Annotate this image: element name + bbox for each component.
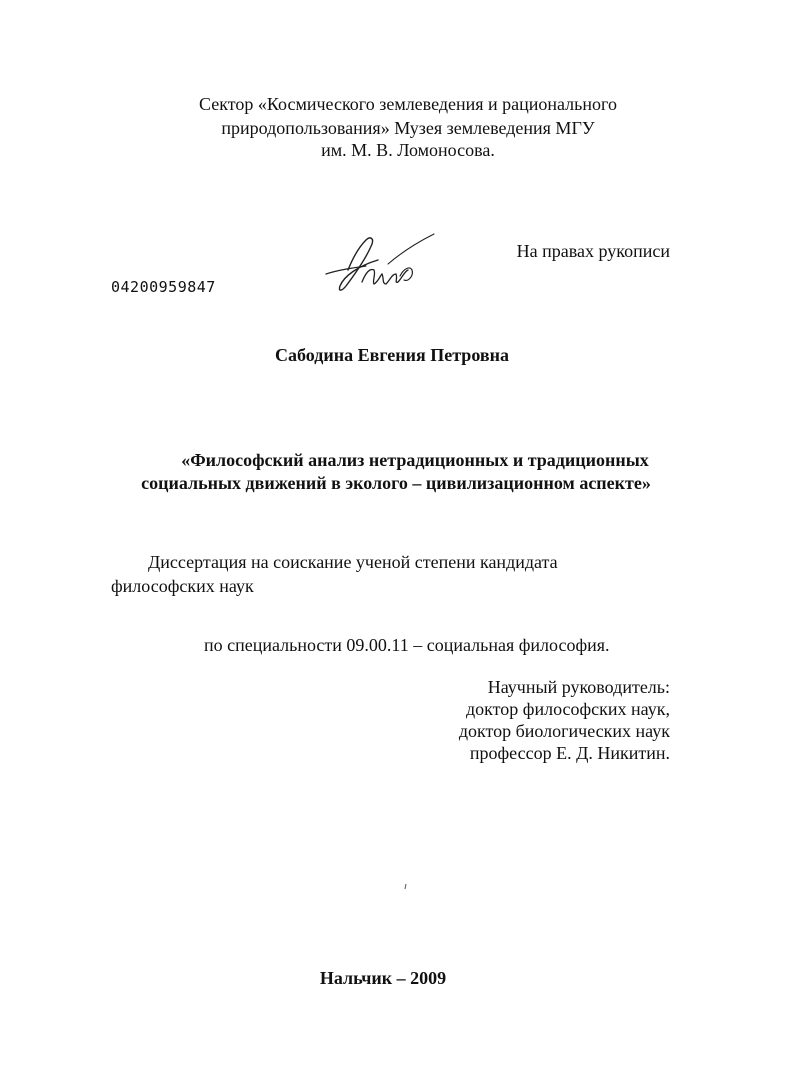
- rights-notice: На правах рукописи: [516, 241, 670, 261]
- institution-line-2: природопользования» Музея землеведения МГУ: [221, 118, 595, 138]
- specialty: по специальности 09.00.11 – социальная философия.: [204, 635, 610, 655]
- scan-speck: [404, 884, 407, 890]
- institution-line-1: Сектор «Космического землеведения и рационального: [199, 94, 617, 114]
- supervisor-line-4: профессор Е. Д. Никитин.: [469, 743, 670, 763]
- supervisor-line-3: доктор биологических наук: [458, 721, 670, 741]
- catalog-number: 04200959847: [111, 278, 216, 296]
- place-year: Нальчик – 2009: [319, 968, 447, 988]
- supervisor-line-1: Научный руководитель:: [487, 677, 670, 697]
- title-line-2: социальных движений в эколого – цивилизационном аспекте»: [141, 473, 651, 493]
- supervisor-block: [459, 676, 670, 764]
- signature-icon: [318, 230, 443, 298]
- degree-line-1: Диссертация на соискание ученой степени кандидата: [148, 552, 558, 572]
- supervisor-line-2: доктор философских наук,: [466, 699, 670, 719]
- institution-line-3: им. М. В. Ломоносова.: [321, 140, 495, 160]
- author-name: Сабодина Евгения Петровна: [275, 345, 509, 365]
- title-line-1: «Философский анализ нетрадиционных и традиционных: [181, 450, 649, 470]
- degree-line-2: философских наук: [111, 576, 254, 596]
